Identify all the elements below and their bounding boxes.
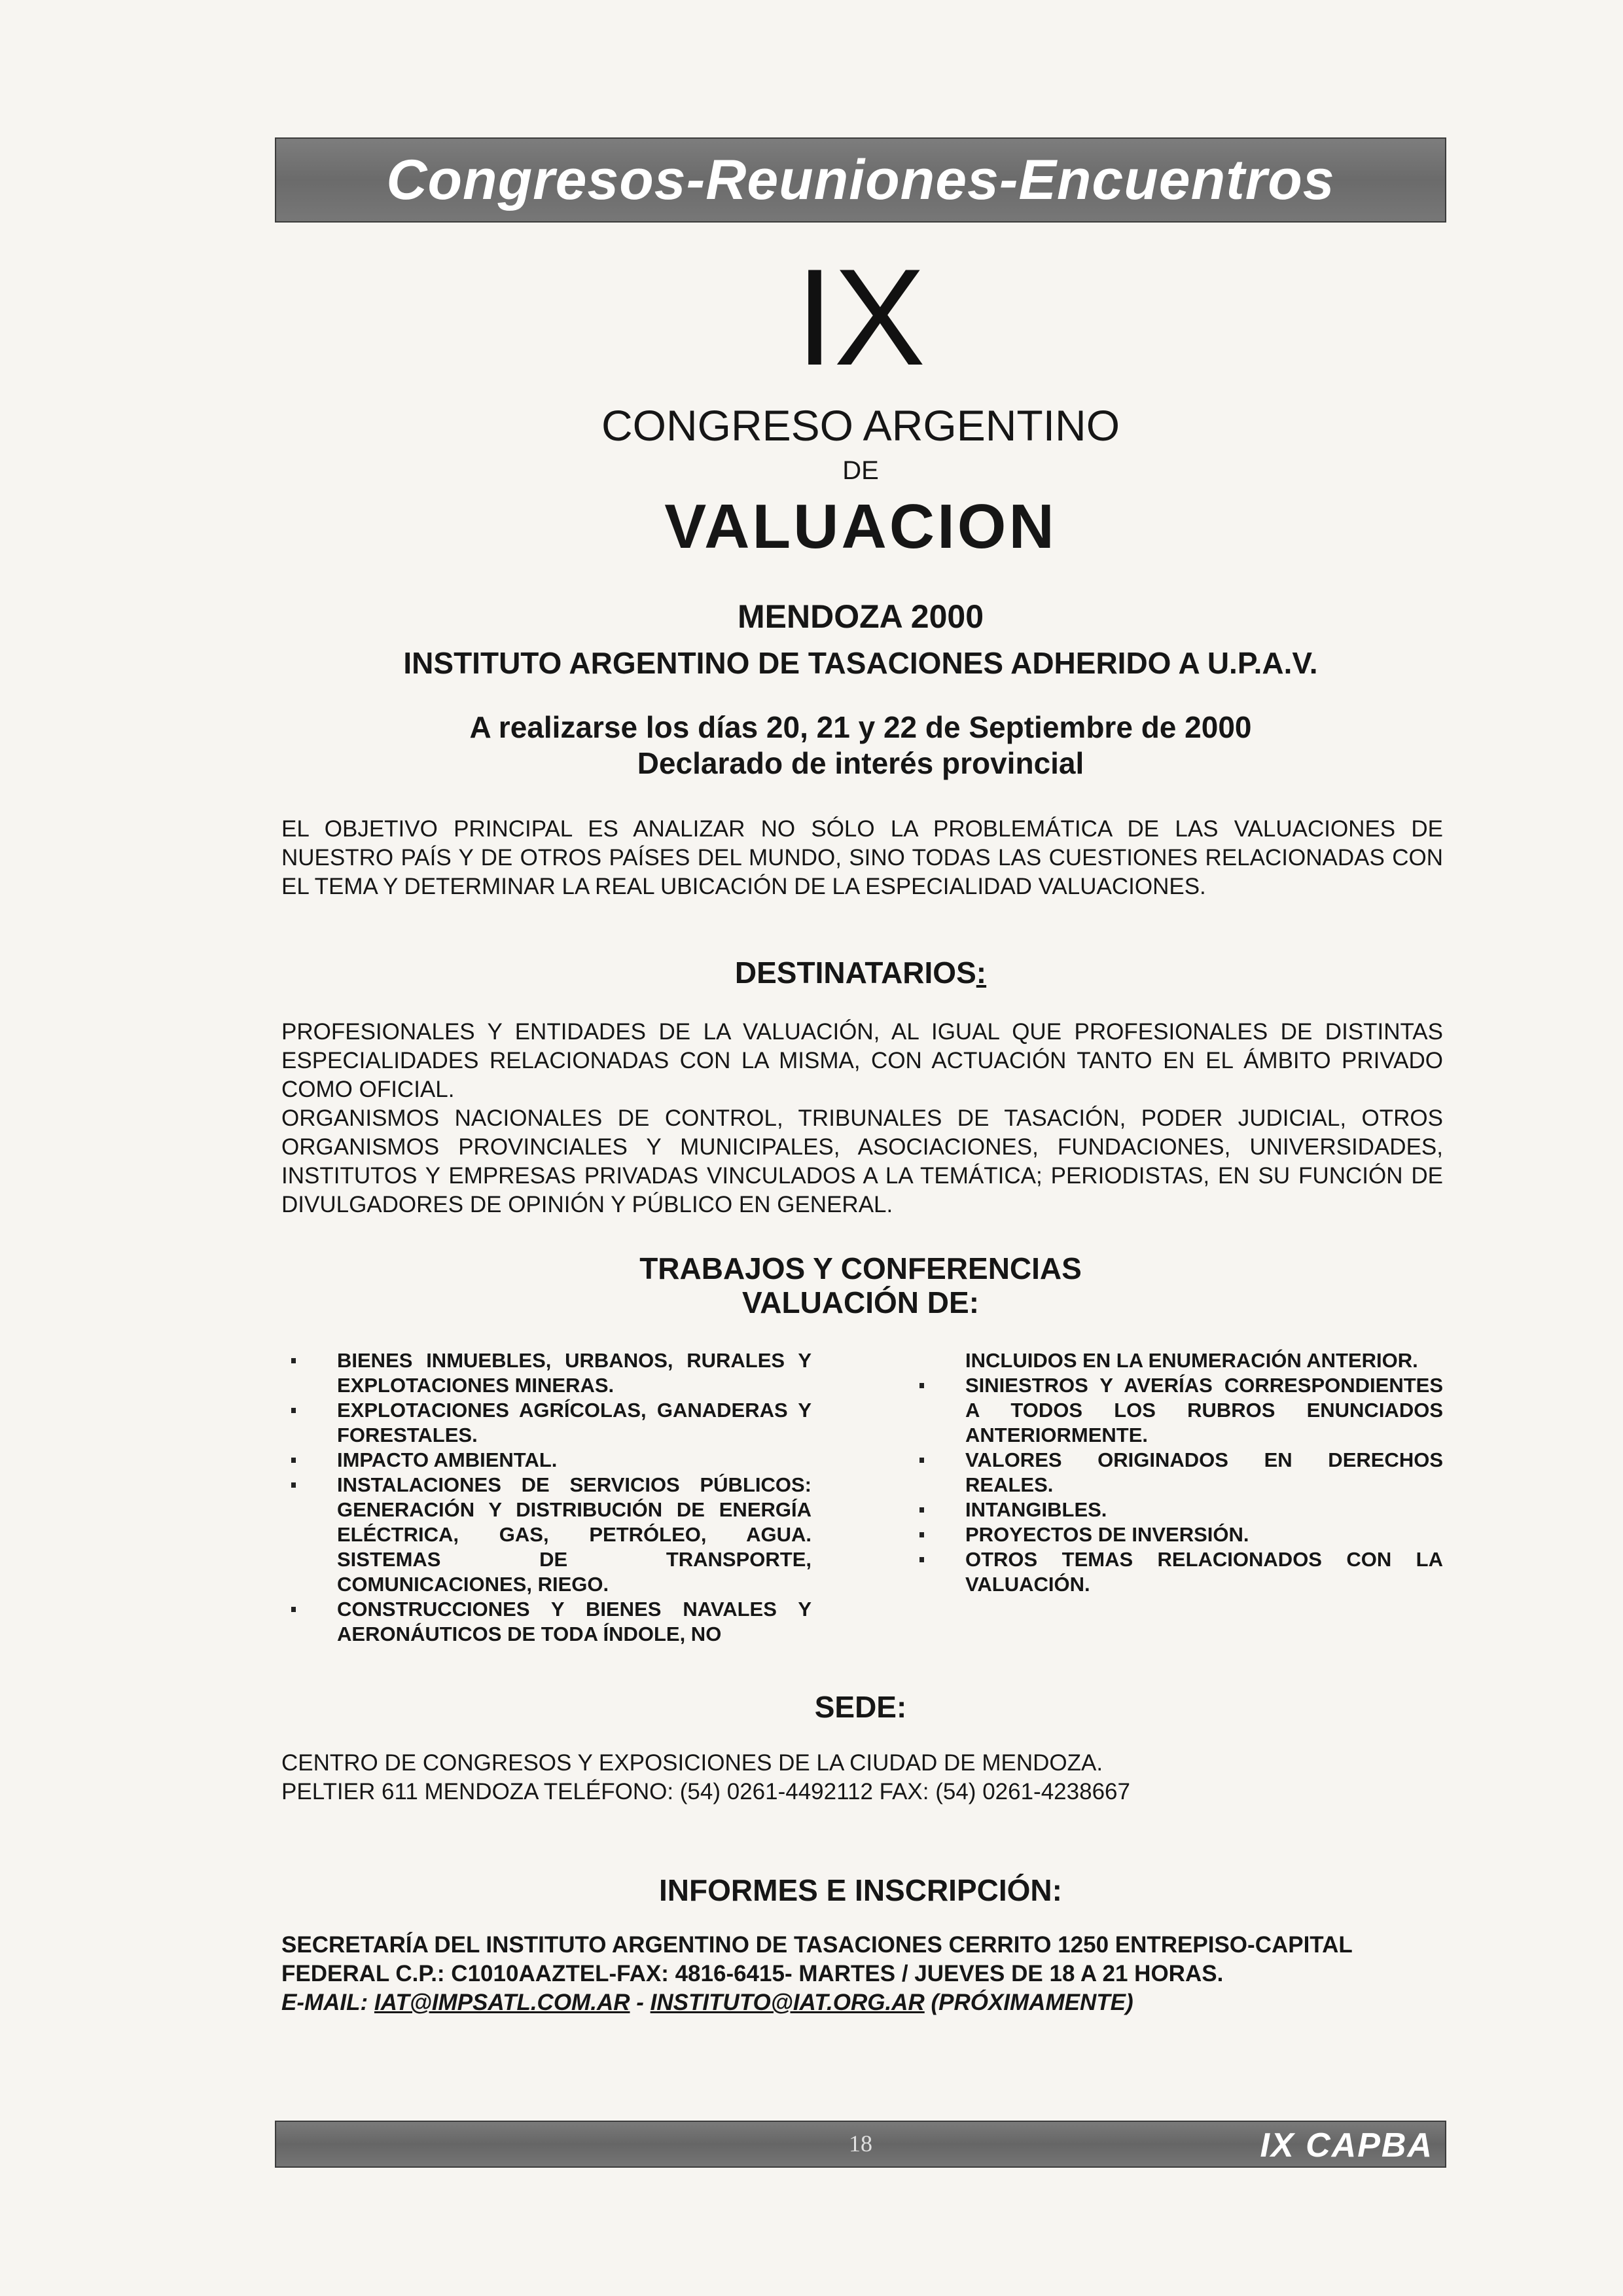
- banner-title: Congresos-Reuniones-Encuentros: [386, 148, 1335, 211]
- list-item: OTROS TEMAS RELACIONADOS CON LA VALUACIÓN.: [913, 1547, 1443, 1597]
- declared-interest: Declarado de interés provincial: [637, 746, 1084, 780]
- organizer-institution: INSTITUTO ARGENTINO DE TASACIONES ADHERIDO A U.P.A.V.: [403, 646, 1318, 680]
- list-item: CONSTRUCCIONES Y BIENES NAVALES Y AERONÁUTICOS DE TODA ÍNDOLE, NO: [285, 1597, 812, 1647]
- title-line-congreso: CONGRESO ARGENTINO: [601, 401, 1120, 450]
- destinatarios-heading-colon: :: [976, 956, 987, 990]
- destinatarios-heading-text: DESTINATARIOS: [734, 956, 976, 990]
- list-item: EXPLOTACIONES AGRÍCOLAS, GANADERAS Y FORESTALES.: [285, 1398, 812, 1448]
- informes-heading: INFORMES E INSCRIPCIÓN:: [659, 1873, 1062, 1907]
- list-item: INTANGIBLES.: [913, 1498, 1443, 1522]
- sede-body: [281, 1749, 1446, 1806]
- email-link-1[interactable]: IAT@IMPSATL.COM.AR: [374, 1990, 630, 2015]
- trabajos-heading: TRABAJOS Y CONFERENCIAS: [639, 1251, 1082, 1285]
- list-item-continuation: INCLUIDOS EN LA ENUMERACIÓN ANTERIOR.: [965, 1349, 1418, 1372]
- title-line-de: DE: [842, 456, 879, 485]
- list-item: SINIESTROS Y AVERÍAS CORRESPONDIENTES A TODOS LOS RUBROS ENUNCIADOS ANTERIORMENTE.: [913, 1373, 1443, 1448]
- informes-email-line: [281, 1988, 1446, 2017]
- topics-left-column: [285, 1348, 812, 1647]
- event-dates: A realizarse los días 20, 21 y 22 de Septiembre de 2000: [469, 710, 1252, 744]
- objective-text: EL OBJETIVO PRINCIPAL ES ANALIZAR NO SÓLO LA PROBLEMÁTICA DE LAS VALUACIONES DE NUESTRO PAÍS Y DE OTROS PAÍSES DEL MUNDO, SINO TODAS LAS CUESTIONES RELACIONADAS CON EL TEMA Y DETERMINAR LA REAL UBICACIÓN DE LA ESPECIALIDAD VALUACIONES.: [281, 816, 1443, 899]
- informes-line-1: SECRETARÍA DEL INSTITUTO ARGENTINO DE TASACIONES CERRITO 1250 ENTREPISO-CAPITAL: [281, 1932, 1353, 1958]
- email-note: (PRÓXIMAMENTE): [924, 1990, 1133, 2015]
- sede-line-2: PELTIER 611 MENDOZA TELÉFONO: (54) 0261-4492112 FAX: (54) 0261-4238667: [281, 1779, 1130, 1804]
- sede-heading: SEDE:: [814, 1690, 907, 1724]
- email-label: E-MAIL:: [281, 1990, 374, 2015]
- sede-line-1: CENTRO DE CONGRESOS Y EXPOSICIONES DE LA CIUDAD DE MENDOZA.: [281, 1750, 1103, 1776]
- title-line-valuacion: VALUACION: [664, 492, 1057, 562]
- list-item: IMPACTO AMBIENTAL.: [285, 1448, 812, 1473]
- destinatarios-body: [281, 1018, 1443, 1219]
- objective-paragraph: [281, 815, 1443, 901]
- publication-label: IX CAPBA: [1260, 2126, 1433, 2164]
- list-item: INSTALACIONES DE SERVICIOS PÚBLICOS: GENERACIÓN Y DISTRIBUCIÓN DE ENERGÍA ELÉCTRICA, GAS, PETRÓLEO, AGUA. SISTEMAS DE TRANSPORTE, COMUNICACIONES, RIEGO.: [285, 1473, 812, 1597]
- footer-bar: [275, 2121, 1446, 2168]
- city-year: MENDOZA 2000: [737, 598, 984, 635]
- list-item: PROYECTOS DE INVERSIÓN.: [913, 1522, 1443, 1547]
- email-separator: -: [630, 1990, 651, 2015]
- informes-line-2: FEDERAL C.P.: C1010AAZTEL-FAX: 4816-6415- MARTES / JUEVES DE 18 A 21 HORAS.: [281, 1961, 1224, 1986]
- destinatarios-paragraph-2: ORGANISMOS NACIONALES DE CONTROL, TRIBUNALES DE TASACIÓN, PODER JUDICIAL, OTROS ORGANISMOS PROVINCIALES Y MUNICIPALES, ASOCIACIONES, FUNDACIONES, UNIVERSIDADES, INSTITUTOS Y EMPRESAS PRIVADAS VINCULADOS A LA TEMÁTICA; PERIODISTAS, EN SU FUNCIÓN DE DIVULGADORES DE OPINIÓN Y PÚBLICO EN GENERAL.: [281, 1105, 1443, 1217]
- page-number: 18: [849, 2130, 872, 2157]
- informes-body: [281, 1931, 1446, 2017]
- section-banner: [275, 137, 1446, 223]
- destinatarios-heading: [275, 954, 1446, 991]
- list-item: BIENES INMUEBLES, URBANOS, RURALES Y EXPLOTACIONES MINERAS.: [285, 1348, 812, 1398]
- destinatarios-paragraph-1: PROFESIONALES Y ENTIDADES DE LA VALUACIÓN, AL IGUAL QUE PROFESIONALES DE DISTINTAS ESPECIALIDADES RELACIONADAS CON LA MISMA, CON ACTUACIÓN TANTO EN EL ÁMBITO PRIVADO COMO OFICIAL.: [281, 1019, 1443, 1102]
- edition-numeral: IX: [795, 240, 926, 394]
- list-item: VALORES ORIGINADOS EN DERECHOS REALES.: [913, 1448, 1443, 1498]
- email-link-2[interactable]: INSTITUTO@IAT.ORG.AR: [650, 1990, 925, 2015]
- valuacion-de-subheading: VALUACIÓN DE:: [741, 1285, 980, 1319]
- topics-right-column: [913, 1348, 1443, 1597]
